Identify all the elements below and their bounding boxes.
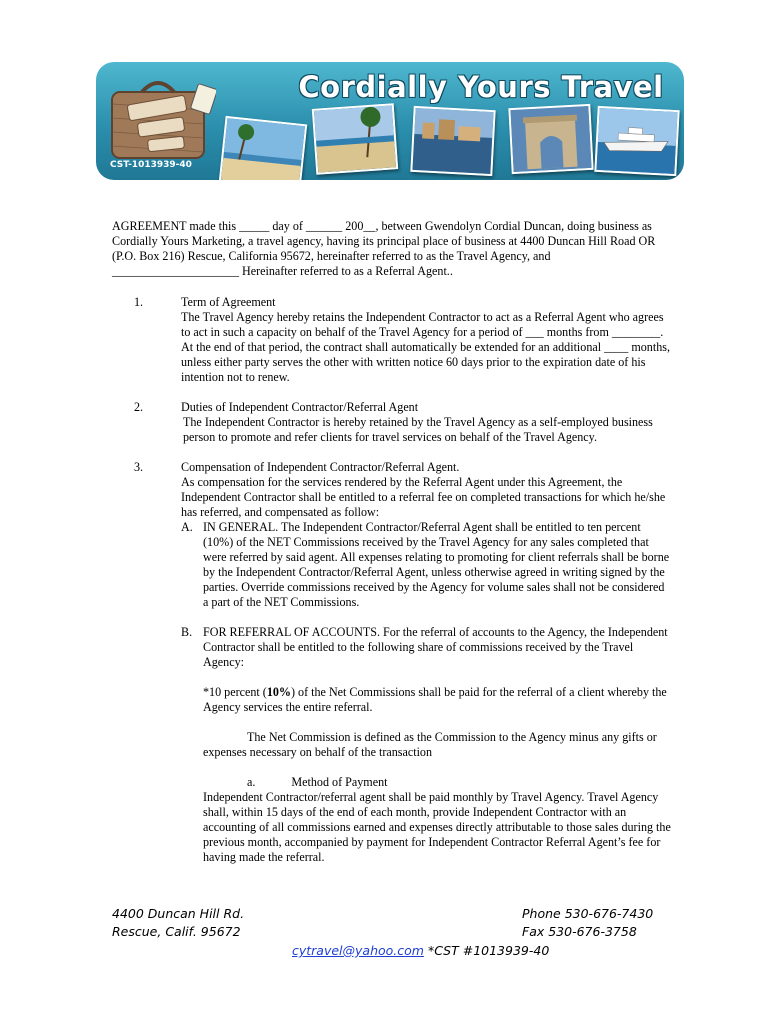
- subsection-letter: B.: [181, 625, 193, 639]
- section-duties: [112, 400, 672, 445]
- arch-photo: [508, 104, 593, 174]
- agreement-body: [112, 219, 672, 880]
- section-text: The Travel Agency hereby retains the Independent Contractor to act as a Referral Agent who agrees to act in such a capacity on behalf of the Travel Agency for a period of ___ months from ________. At the end of that period, the contract shall automatically be extended for an additional ____ months, unless either party serves the other with written notice 60 days prior to the expiration date of his intention not to renew.: [181, 310, 670, 384]
- footer-contact: [522, 905, 653, 941]
- address-line-1: 4400 Duncan Hill Rd.: [112, 906, 245, 921]
- intro-paragraph: AGREEMENT made this _____ day of ______ 200__, between Gwendolyn Cordial Duncan, doing business as Cordially Yours Marketing, a travel agency, having its principal place of business at 4400 Duncan Hill Road OR (P.O. Box 216) Rescue, California 95672, hereinafter referred to as the Travel Agency, and _____________________ Hereinafter referred to as a Referral Agent..: [112, 219, 656, 278]
- palm-beach-photo: [312, 103, 398, 175]
- section-term: [112, 295, 672, 385]
- address-line-2: Rescue, Calif. 95672: [112, 924, 241, 939]
- section-heading: Duties of Independent Contractor/Referral Agent: [181, 400, 419, 414]
- commission-rate: *10 percent (10%) of the Net Commissions shall be paid for the referral of a client whereby the Agency services the entire referral.: [203, 685, 667, 714]
- phone-number: Phone 530-676-7430: [522, 906, 654, 921]
- subsection-referral: [181, 625, 672, 865]
- subsection-general: [181, 520, 672, 610]
- section-text: The Independent Contractor is hereby retained by the Travel Agency as a self-employed business person to promote and refer clients for travel services on behalf of the Travel Agency.: [183, 415, 653, 444]
- section-number: 1.: [134, 295, 144, 309]
- footer-email-line: [292, 943, 549, 958]
- agency-code: CST-1013939-40: [110, 160, 192, 170]
- section-compensation: [112, 460, 672, 865]
- section-number: 2.: [134, 400, 144, 414]
- payment-text: Independent Contractor/referral agent shall be paid monthly by Travel Agency. Travel Agency shall, within 15 days of the end of each month, provide Independent Contractor with an accounting of all commissions earned and expenses directly attributable to those sales during the previous month, accompanied by payment for Independent Contractor Referral Agent’s fee for having made the referral.: [203, 790, 671, 864]
- fax-number: Fax 530-676-3758: [522, 924, 637, 939]
- section-heading: Term of Agreement: [181, 295, 276, 309]
- suitcase-logo: [98, 70, 216, 166]
- header-banner: [96, 62, 684, 180]
- footer-cst: *CST #1013939-40: [427, 943, 550, 958]
- footer-address: [112, 905, 244, 941]
- subsection-text: FOR REFERRAL OF ACCOUNTS. For the referral of accounts to the Agency, the Independent Contractor shall be entitled to the following share of commissions received by the Travel Agency:: [203, 625, 668, 669]
- section-text: As compensation for the services rendered by the Referral Agent under this Agreement, the Independent Contractor shall be entitled to a referral fee on completed transactions for which he/she has referred, and compensated as follow:: [181, 475, 666, 519]
- subsection-letter: A.: [181, 520, 193, 534]
- email-link[interactable]: cytravel@yahoo.com: [292, 943, 424, 958]
- payment-heading: a. Method of Payment: [247, 775, 388, 789]
- beach-photo: [219, 116, 307, 180]
- net-commission-definition: The Net Commission is defined as the Commission to the Agency minus any gifts or expenses necessary on behalf of the transaction: [203, 730, 657, 759]
- city-photo: [410, 106, 495, 176]
- subsection-text: IN GENERAL. The Independent Contractor/Referral Agent shall be entitled to ten percent (10%) of the NET Commissions received by the Travel Agency for any sales completed that were referred by said agent. All expenses relating to promoting for client referrals shall be borne by the Independent Contractor/Referral Agent, unless otherwise agreed in writing signed by the parties. Override commissions received by the Agency for volume sales shall not be considered a part of the NET Commissions.: [203, 520, 670, 609]
- banner-title: Cordially Yours Travel: [298, 70, 664, 104]
- section-heading: Compensation of Independent Contractor/Referral Agent.: [181, 460, 460, 474]
- cruise-ship-photo: [594, 106, 679, 176]
- section-number: 3.: [134, 460, 144, 474]
